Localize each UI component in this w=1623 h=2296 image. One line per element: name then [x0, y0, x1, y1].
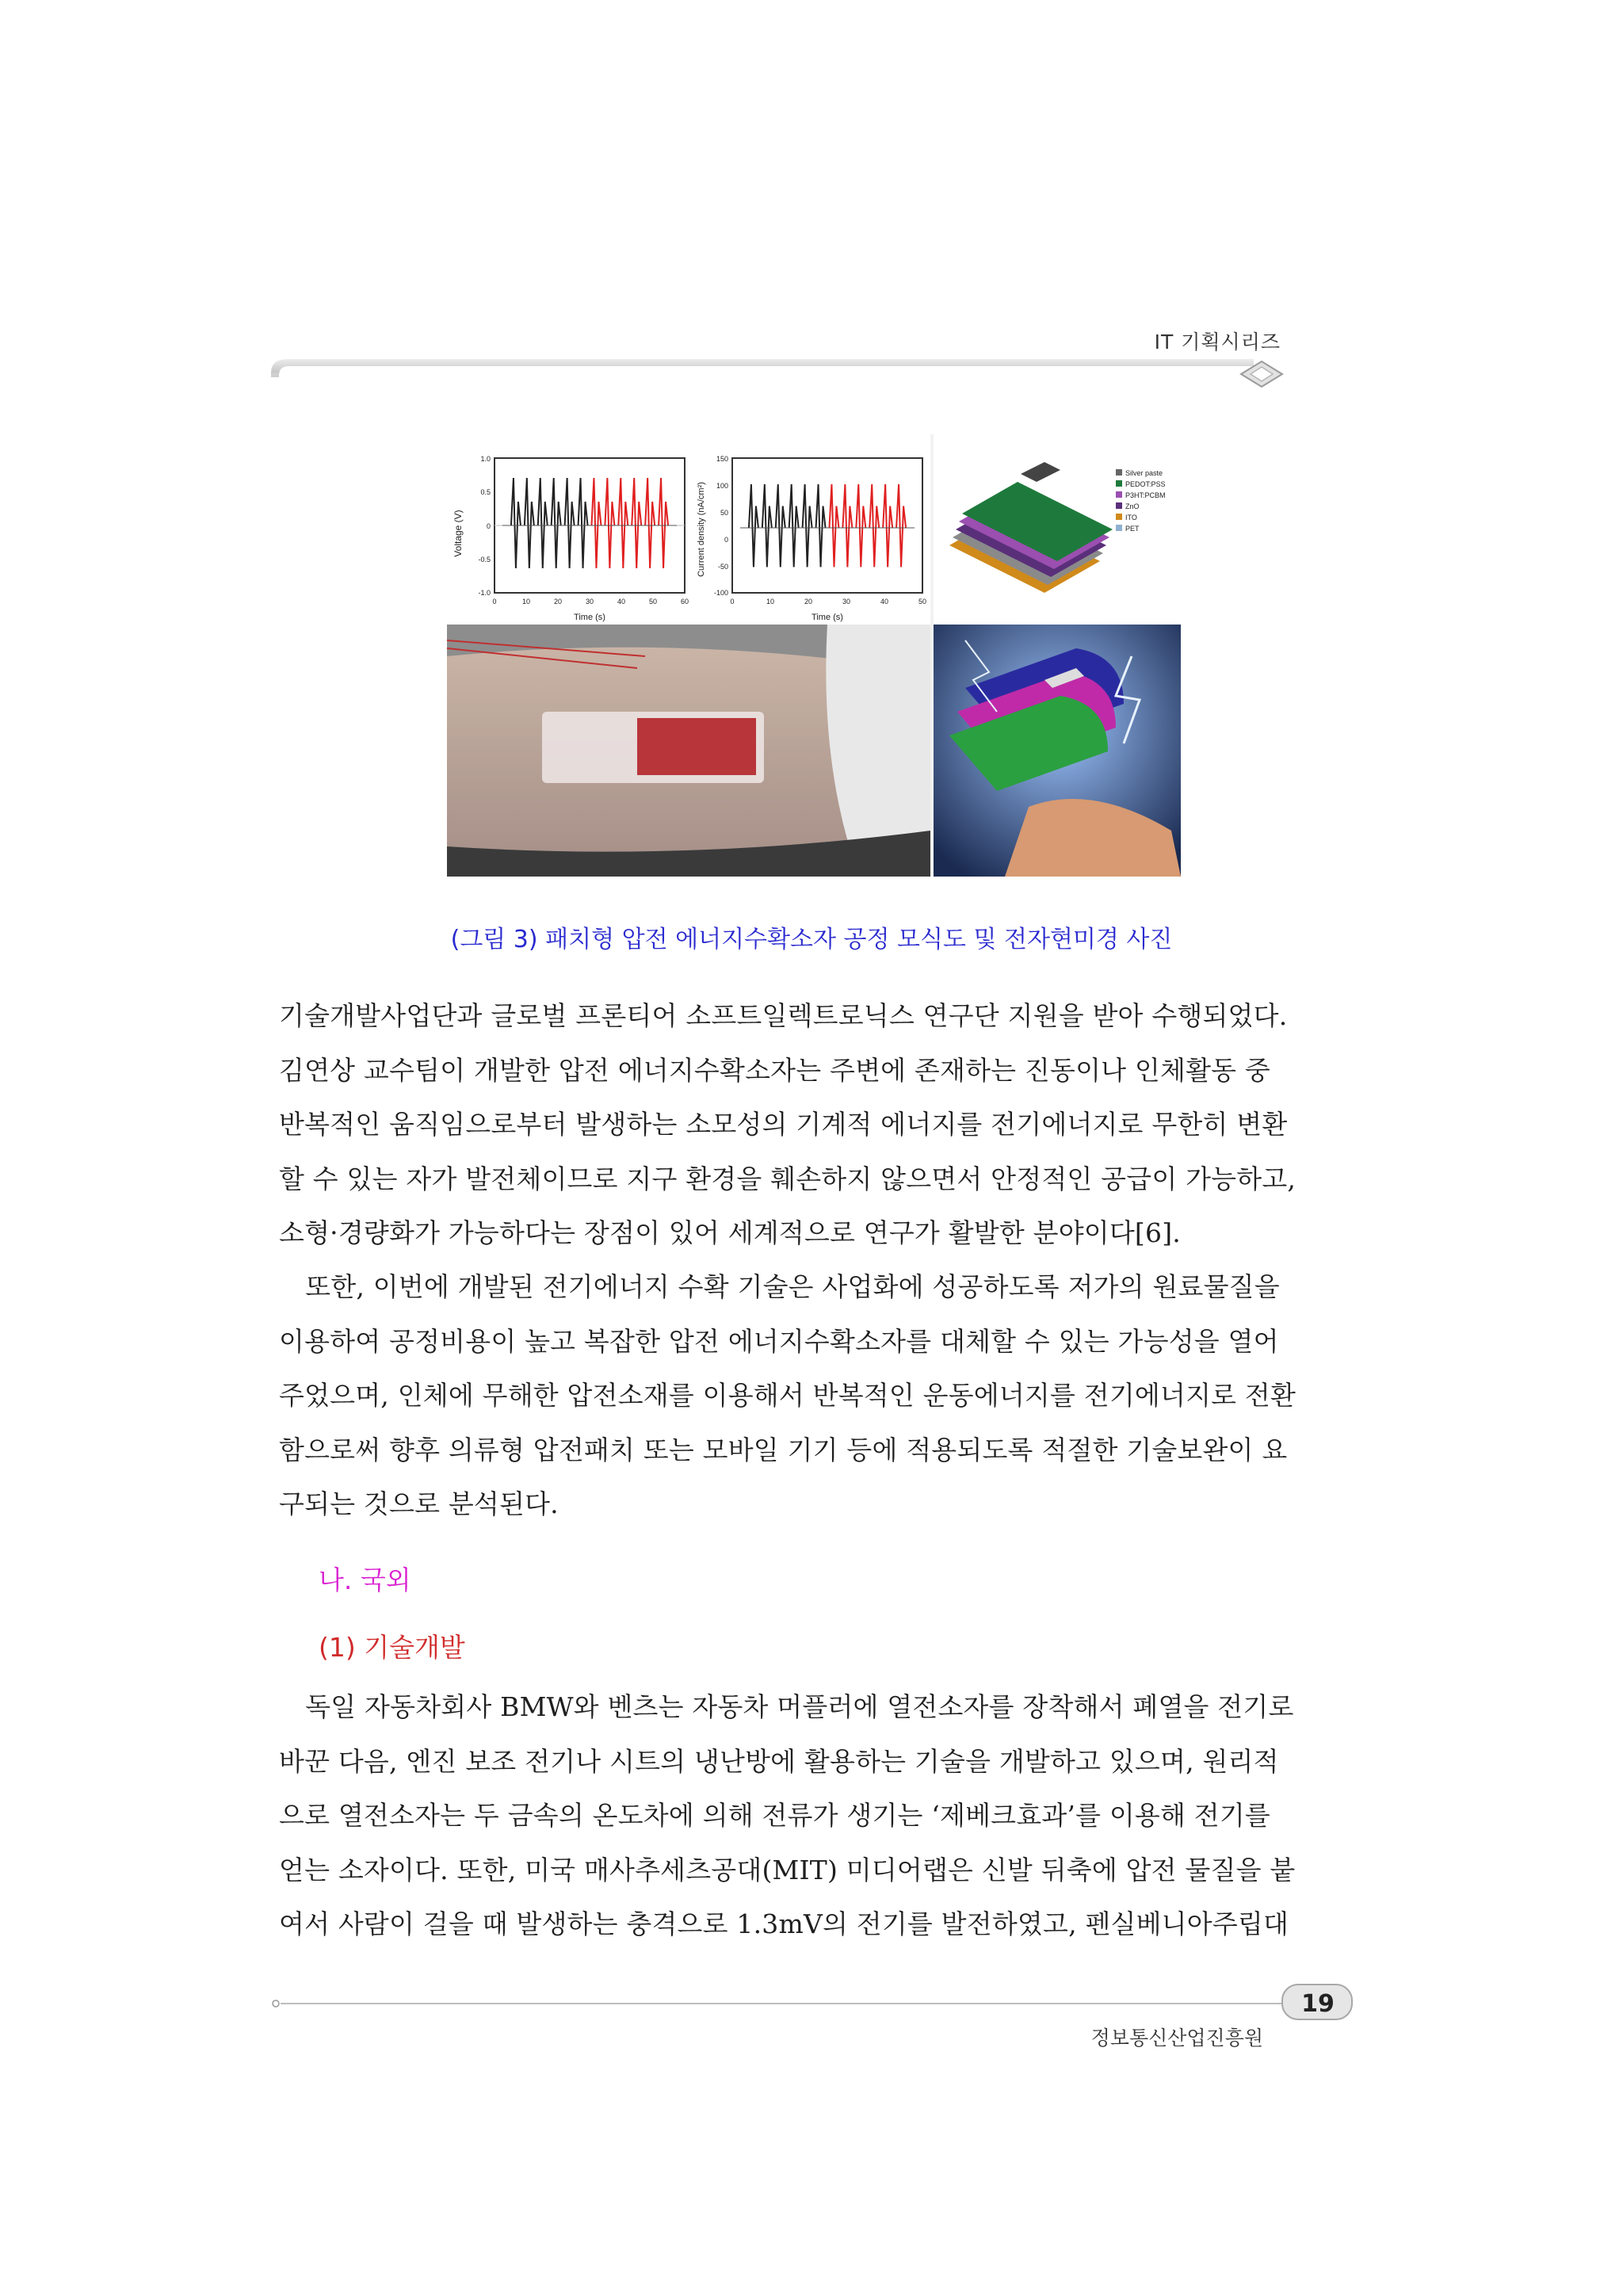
figure-caption: (그림 3) 패치형 압전 에너지수확소자 공정 모식도 및 전자현미경 사진	[450, 926, 1173, 953]
voltage-chart	[447, 434, 693, 625]
publisher-name: 정보통신산업진흥원	[1090, 2027, 1263, 2050]
voltage-ytick: 1.0	[480, 455, 491, 463]
text-line: 여서 사람이 걸을 때 발생하는 충격으로 1.3mV의 전기를 발전하였고, 펜실베니아주립대	[279, 1908, 1289, 1939]
text-line: 기술개발사업단과 글로벌 프론티어 소프트일렉트로닉스 연구단 지원을 받아 수행되었다.	[279, 1000, 1288, 1031]
current-ytick: 150	[716, 455, 728, 463]
text-line: 소형·경량화가 가능하다는 장점이 있어 세계적으로 연구가 활발한 분야이다[6].	[279, 1217, 1181, 1248]
figure-3	[447, 434, 1181, 877]
current-xtick: 30	[842, 598, 851, 606]
text-line: 구되는 것으로 분석된다.	[279, 1488, 559, 1519]
legend-item: P3HT:PCBM	[1125, 491, 1166, 499]
voltage-ytick: 0	[486, 522, 491, 530]
text-line: 바꾼 다음, 엔진 보조 전기나 시트의 냉난방에 활용하는 기술을 개발하고 있으며, 원리적	[279, 1745, 1279, 1777]
voltage-xtick: 0	[492, 598, 497, 606]
current-xtick: 40	[880, 598, 889, 606]
body-paragraph-3	[279, 1680, 1347, 1952]
page-number: 19	[1301, 1990, 1335, 2018]
voltage-ytick: 0.5	[480, 488, 491, 496]
current-chart-xlabel: Time (s)	[812, 613, 843, 622]
voltage-chart-ylabel: Voltage (V)	[453, 510, 464, 557]
text-line: 독일 자동차회사 BMW와 벤츠는 자동차 머플러에 열전소자를 장착해서 폐열을 전기로	[279, 1691, 1294, 1722]
current-ytick: 50	[720, 509, 728, 517]
text-line: 함으로써 향후 의류형 압전패치 또는 모바일 기기 등에 적용되도록 적절한 기술보완이 요	[279, 1434, 1288, 1465]
legend-item: PEDOT:PSS	[1125, 480, 1166, 488]
current-xtick: 20	[804, 598, 813, 606]
body-paragraph-1	[279, 989, 1347, 1261]
text-line: 김연상 교수팀이 개발한 압전 에너지수확소자는 주변에 존재하는 진동이나 인체활동 중	[279, 1054, 1271, 1086]
current-ytick: -100	[713, 589, 728, 597]
device-layer-schematic	[934, 434, 1181, 625]
legend-item: Silver paste	[1125, 469, 1163, 477]
running-header-title: IT 기획시리즈	[1154, 330, 1281, 353]
voltage-xtick: 10	[521, 598, 531, 606]
text-line: 할 수 있는 자가 발전체이므로 지구 환경을 훼손하지 않으면서 안정적인 공급이 가능하고,	[279, 1163, 1296, 1194]
text-line: 또한, 이번에 개발된 전기에너지 수확 기술은 사업화에 성공하도록 저가의 원료물질을	[279, 1271, 1280, 1302]
voltage-xtick: 20	[553, 598, 563, 606]
figure-composite	[447, 434, 1181, 877]
flexible-device-render	[934, 625, 1181, 877]
arm-patch-photo	[447, 625, 930, 877]
text-line: 주었으며, 인체에 무해한 압전소재를 이용해서 반복적인 운동에너지를 전기에너지로 전환	[279, 1380, 1296, 1411]
current-ytick: 0	[724, 536, 728, 544]
current-xtick: 10	[766, 598, 775, 606]
legend-item: ITO	[1125, 514, 1137, 521]
body-paragraph-2	[279, 1260, 1347, 1532]
current-density-chart	[693, 434, 930, 625]
header-rule	[271, 357, 1301, 396]
legend-item: PET	[1125, 525, 1140, 533]
section-heading: 나. 국외	[319, 1564, 411, 1595]
voltage-xtick: 50	[648, 598, 658, 606]
voltage-xtick: 30	[585, 598, 594, 606]
voltage-chart-xlabel: Time (s)	[574, 613, 605, 622]
text-line: 으로 열전소자는 두 금속의 온도차에 의해 전류가 생기는 ‘제베크효과’를 이용해 전기를	[279, 1800, 1271, 1831]
voltage-xtick: 60	[680, 598, 689, 606]
current-chart-ylabel: Current density (nA/cm²)	[697, 482, 706, 577]
voltage-ytick: -0.5	[478, 556, 491, 563]
subsection-heading: (1) 기술개발	[319, 1632, 465, 1663]
current-ytick: 100	[716, 482, 728, 490]
text-line: 반복적인 움직임으로부터 발생하는 소모성의 기계적 에너지를 전기에너지로 무한히 변환	[279, 1109, 1288, 1140]
legend-item: ZnO	[1125, 502, 1140, 510]
text-line: 얻는 소자이다. 또한, 미국 매사추세츠공대(MIT) 미디어랩은 신발 뒤축에 압전 물질을 붙	[279, 1854, 1296, 1885]
text-line: 이용하여 공정비용이 높고 복잡한 압전 에너지수확소자를 대체할 수 있는 가능성을 열어	[279, 1325, 1279, 1357]
current-xtick: 50	[918, 598, 927, 606]
footer-rule	[271, 1988, 1317, 2019]
voltage-xtick: 40	[617, 598, 626, 606]
current-xtick: 0	[730, 598, 735, 606]
voltage-ytick: -1.0	[478, 589, 491, 597]
current-ytick: -50	[717, 563, 728, 571]
